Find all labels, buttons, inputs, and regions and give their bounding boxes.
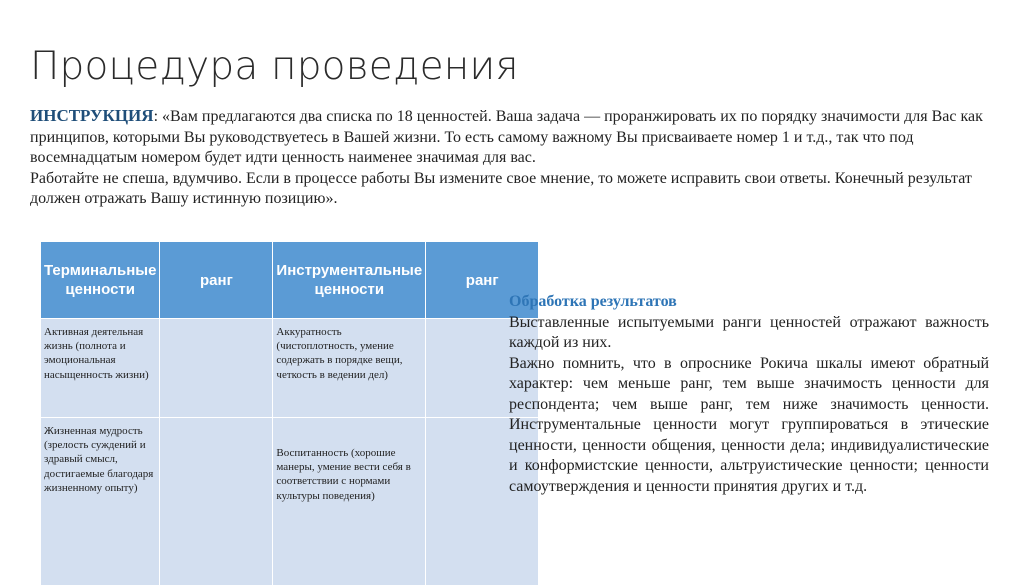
- terminal-value-cell: Активная деятельная жизнь (полнота и эмоциональная насыщенность жизни): [41, 319, 160, 418]
- header-instrumental-values: Инструментальные ценности: [273, 242, 426, 319]
- instrumental-value-cell: Аккуратность (чистоплотность, умение содержать в порядке вещи, четкость в ведении дел): [273, 319, 426, 418]
- table-row: [41, 319, 539, 418]
- instruction-text-2: Работайте не спеша, вдумчиво. Если в процессе работы Вы измените свое мнение, то можете исправить свои ответы. Конечный результат должен отражать Вашу истинную позицию».: [30, 169, 972, 207]
- instruction-text: : «Вам предлагаются два списка по 18 ценностей. Ваша задача — проранжировать их по порядку значимости для Вас как принципов, которыми Вы руководствуетесь в Вашей жизни. То есть самому важному Вы присваиваете номер 1 и т.д., так что под восемнадцатым номером будет идти ценность наименее значимая для вас.: [30, 108, 983, 166]
- header-terminal-values: Терминальные ценности: [41, 242, 160, 319]
- rank-cell[interactable]: [160, 418, 273, 586]
- instruction-block: [30, 106, 995, 210]
- values-table: [40, 241, 539, 586]
- terminal-value-cell: Жизненная мудрость (зрелость суждений и здравый смысл, достигаемые благодаря жизненному опыту): [41, 418, 160, 586]
- instruction-keyword: ИНСТРУКЦИЯ: [30, 106, 154, 125]
- table-row: [41, 418, 539, 586]
- instrumental-value-cell: Воспитанность (хорошие манеры, умение вести себя в соответствии с нормами культуры поведения): [273, 418, 426, 586]
- header-rank: ранг: [160, 242, 273, 319]
- table-header-row: [41, 242, 539, 319]
- slide-title: Процедура проведения: [30, 44, 519, 89]
- header-rank: ранг: [426, 242, 539, 319]
- processing-heading: Обработка результатов: [509, 293, 677, 310]
- processing-block: [509, 292, 989, 497]
- processing-paragraph: Важно помнить, что в опроснике Рокича шкалы имеют обратный характер: чем меньше ранг, тем выше значимость ценности для респондента; чем выше ранг, тем ниже значимость ценности. Инструментальные ценности могут группироваться в этические ценности, ценности общения, ценности дела; индивидуалистические и конформистские ценности, альтруистические ценности; ценности самоутверждения и ценности принятия других и т.д.: [509, 354, 989, 495]
- processing-paragraph: Выставленные испытуемыми ранги ценностей отражают важность каждой из них.: [509, 313, 989, 351]
- rank-cell[interactable]: [160, 319, 273, 418]
